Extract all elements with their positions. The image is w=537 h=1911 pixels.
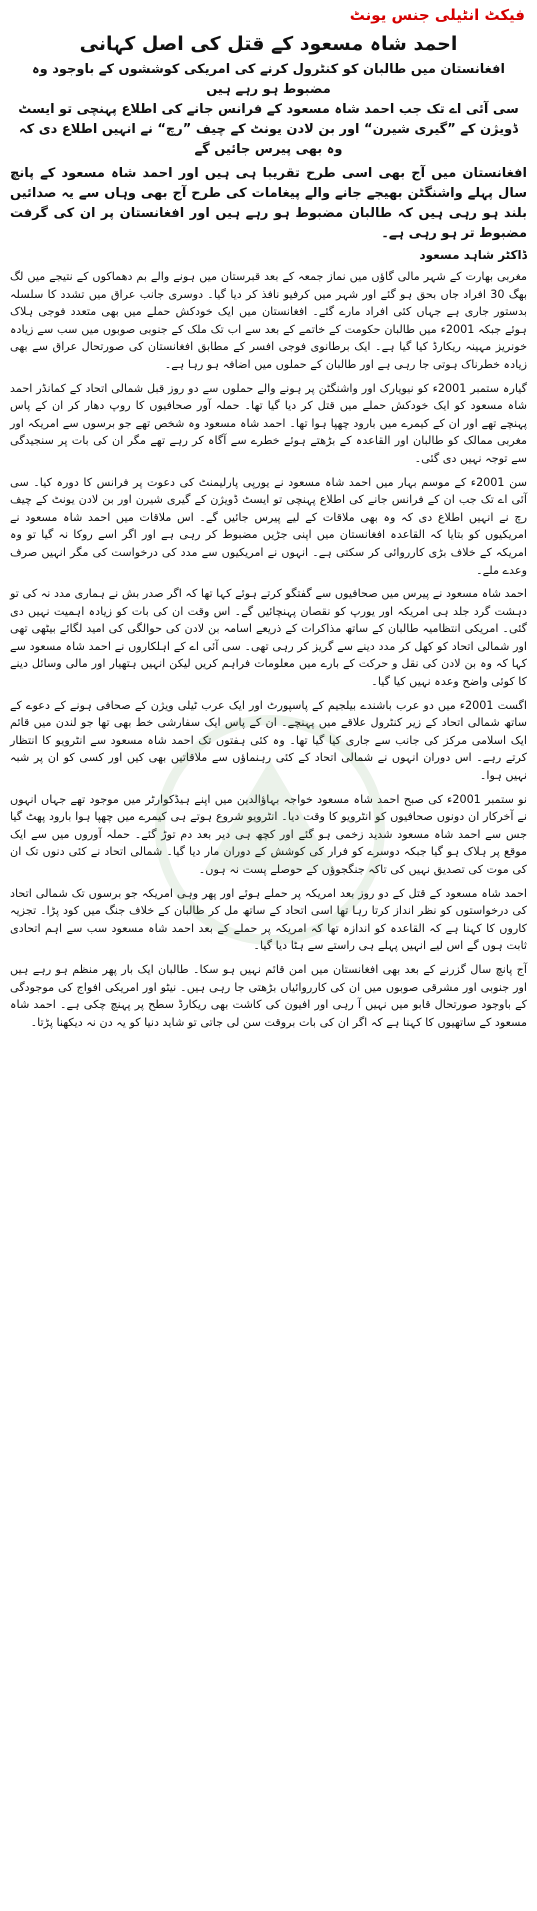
body-paragraph: مغربی بھارت کے شہر مالی گاؤں میں نماز جمعہ کے بعد قبرستان میں ہونے والے بم دھماکوں کے نتیجے میں لگ بھگ 30 افراد جاں بحق ہو گئے اور شہر میں کرفیو نافذ کر دیا گیا۔ دوسری جانب عراق میں تشدد کا سلسلہ بدستور جاری ہے جہاں کئی افراد مارے گئے۔ افغانستان میں ایک خودکش حملے میں بھی متعدد فوجی ہلاک ہوئے جبکہ 2001ء میں طالبان حکومت کے خاتمے کے بعد سے اب تک ملک کے جنوبی صوبوں میں سب سے زیادہ خونریز مہینہ ریکارڈ کیا گیا ہے۔ ایک برطانوی فوجی افسر کے مطابق افغانستان کی صورتحال عراق سے بھی زیادہ خطرناک ہوتی جا رہی ہے اور طالبان کے حملوں میں اضافہ ہو رہا ہے۔ <box>10 270 527 371</box>
body-paragraph: سن 2001ء کے موسم بہار میں احمد شاہ مسعود نے یورپی پارلیمنٹ کی دعوت پر فرانس کا دورہ کیا۔ سی آئی اے تک جب ان کے فرانس جانے کی اطلاع پہنچی تو ایسٹ ڈویژن کے گیری شیرن اور بن لادن یونٹ کے چیف رچ نے انہیں اطلاع دی کہ وہ بھی ملاقات کے لیے پیرس جائیں گے۔ اس ملاقات میں احمد شاہ مسعود نے امریکیوں کو بتایا کہ القاعدہ افغانستان میں اپنی جڑیں مضبوط کر رہی ہے اور اگر اسے روکا نہ گیا تو وہ امریکہ کے خلاف بڑی کارروائی کر سکتی ہے۔ انہوں نے امریکیوں سے مدد کی درخواست کی مگر انہیں صرف وعدے ملے۔ <box>10 475 527 577</box>
subheadline-1: افغانستان میں طالبان کو کنٹرول کرنے کی امریکی کوششوں کے باوجود وہ مضبوط ہو رہے ہیں <box>32 62 505 97</box>
body-paragraph: نو ستمبر 2001ء کی صبح احمد شاہ مسعود خواجہ بہاؤالدین میں اپنے ہیڈکوارٹر میں موجود تھے جہاں انہوں نے آخرکار ان دونوں صحافیوں کو انٹرویو کا وقت دیا۔ انٹرویو شروع ہوتے ہی کیمرے میں چھپا ہوا بارود پھٹ گیا جس سے احمد شاہ مسعود شدید زخمی ہو گئے اور کچھ ہی دیر بعد دم توڑ گئے۔ حملہ آوروں میں سے ایک موقع پر ہلاک ہو گیا جبکہ دوسرے کو فرار کی کوشش کے دوران مار دیا گیا۔ شمالی اتحاد نے کئی دنوں تک ان کی موت کی تصدیق نہیں کی تاکہ جنگجوؤں کے حوصلے پست نہ ہوں۔ <box>10 792 527 876</box>
author-byline: ڈاکٹر شاہد مسعود <box>419 248 527 262</box>
subheadline-2: سی آئی اے تک جب احمد شاہ مسعود کے فرانس جانے کی اطلاع پہنچی تو ایسٹ ڈویژن کے ”گیری شیرن“ اور بن لادن یونٹ کے چیف ”رچ“ نے انہیں اطلاع دی کہ وہ بھی پیرس جائیں گے <box>18 102 519 157</box>
body-paragraph: احمد شاہ مسعود کے قتل کے دو روز بعد امریکہ پر حملے ہوئے اور پھر وہی امریکہ جو برسوں تک شمالی اتحاد کی درخواستوں کو نظر انداز کرتا رہا تھا اسی اتحاد کے ساتھ مل کر طالبان کے خلاف جنگ میں کود پڑا۔ تجزیہ کاروں کا کہنا ہے کہ القاعدہ کو اندازہ تھا کہ امریکہ پر حملے کے بعد احمد شاہ مسعود سب سے اہم اتحادی ثابت ہوں گے اس لیے انہیں پہلے ہی راستے سے ہٹا دیا گیا۔ <box>10 886 527 953</box>
body-paragraph: احمد شاہ مسعود نے پیرس میں صحافیوں سے گفتگو کرتے ہوئے کہا تھا کہ اگر صدر بش نے ہماری مدد نہ کی تو دہشت گرد جلد ہی امریکہ اور یورپ کو نقصان پہنچائیں گے۔ اس وقت ان کی بات کو زیادہ اہمیت نہیں دی گئی۔ امریکی انتظامیہ طالبان کے ساتھ مذاکرات کے ذریعے اسامہ بن لادن کی حوالگی کی امید لگائے بیٹھی تھی اور شمالی اتحاد کو کھل کر مدد دینے سے گریز کر رہی تھی۔ سی آئی اے کے اہلکاروں نے احمد شاہ مسعود سے کہا کہ وہ بن لادن کی نقل و حرکت کے بارے میں معلومات فراہم کریں لیکن انہیں ہتھیار اور مالی وسائل دینے کا کوئی واضح وعدہ نہیں کیا گیا۔ <box>10 587 527 689</box>
body-paragraph: آج پانچ سال گزرنے کے بعد بھی افغانستان میں امن قائم نہیں ہو سکا۔ طالبان ایک بار پھر منظم ہو رہے ہیں اور جنوبی اور مشرقی صوبوں میں ان کی کارروائیاں بڑھتی جا رہی ہیں۔ نیٹو اور امریکی افواج کی موجودگی کے باوجود صورتحال قابو میں نہیں آ رہی اور افیون کی کاشت بھی ریکارڈ سطح پر پہنچ چکی ہے۔ احمد شاہ مسعود کے ساتھیوں کا کہنا ہے کہ اگر ان کی بات بروقت سن لی جاتی تو شاید دنیا کو یہ دن نہ دیکھنا پڑتا۔ <box>10 962 527 1029</box>
lead-paragraph: افغانستان میں آج بھی اسی طرح تقریبا ہی ہیں اور احمد شاہ مسعود کے پانچ سال پہلے واشنگٹن بھیجے جانے والے پیغامات کی طرح آج بھی وہاں سے یہ صدائیں بلند ہو رہی ہیں کہ طالبان مضبوط ہو رہے ہیں اور افغانستان پر ان کی گرفت مضبوط تر ہو رہی ہے۔ <box>10 166 527 241</box>
section-label: فیکٹ انٹیلی جنس یونٹ <box>349 6 525 24</box>
body-paragraph: اگست 2001ء میں دو عرب باشندے بیلجیم کے پاسپورٹ اور ایک عرب ٹیلی ویژن کے صحافی ہونے کے دعوے کے ساتھ شمالی اتحاد کے زیر کنٹرول علاقے میں پہنچے۔ ان کے پاس ایک سفارشی خط بھی تھا جو لندن میں قائم ایک اسلامی مرکز کی جانب سے جاری کیا گیا تھا۔ وہ کئی ہفتوں تک احمد شاہ مسعود سے انٹرویو کا انتظار کرتے رہے۔ اس دوران انہوں نے شمالی اتحاد کے کئی رہنماؤں سے ملاقاتیں بھی کیں اور کسی کو ان پر شبہ نہیں ہوا۔ <box>10 698 527 783</box>
article-headline: احمد شاہ مسعود کے قتل کی اصل کہانی <box>79 33 458 55</box>
article-body <box>10 268 527 1031</box>
body-paragraph: گیارہ ستمبر 2001ء کو نیویارک اور واشنگٹن پر ہونے والے حملوں سے دو روز قبل شمالی اتحاد کے کمانڈر احمد شاہ مسعود کو ایک خودکش حملے میں قتل کر دیا گیا تھا۔ حملہ آور صحافیوں کا روپ دھار کر ان کے پاس پہنچے تھے اور ان کے کیمرے میں بارود چھپا ہوا تھا۔ احمد شاہ مسعود وہ شخص تھے جو برسوں سے امریکہ اور مغربی ممالک کو طالبان اور القاعدہ کے بڑھتے ہوئے خطرے سے آگاہ کر رہے تھے مگر ان کی بات پر سنجیدگی سے توجہ نہیں دی گئی۔ <box>10 381 527 465</box>
